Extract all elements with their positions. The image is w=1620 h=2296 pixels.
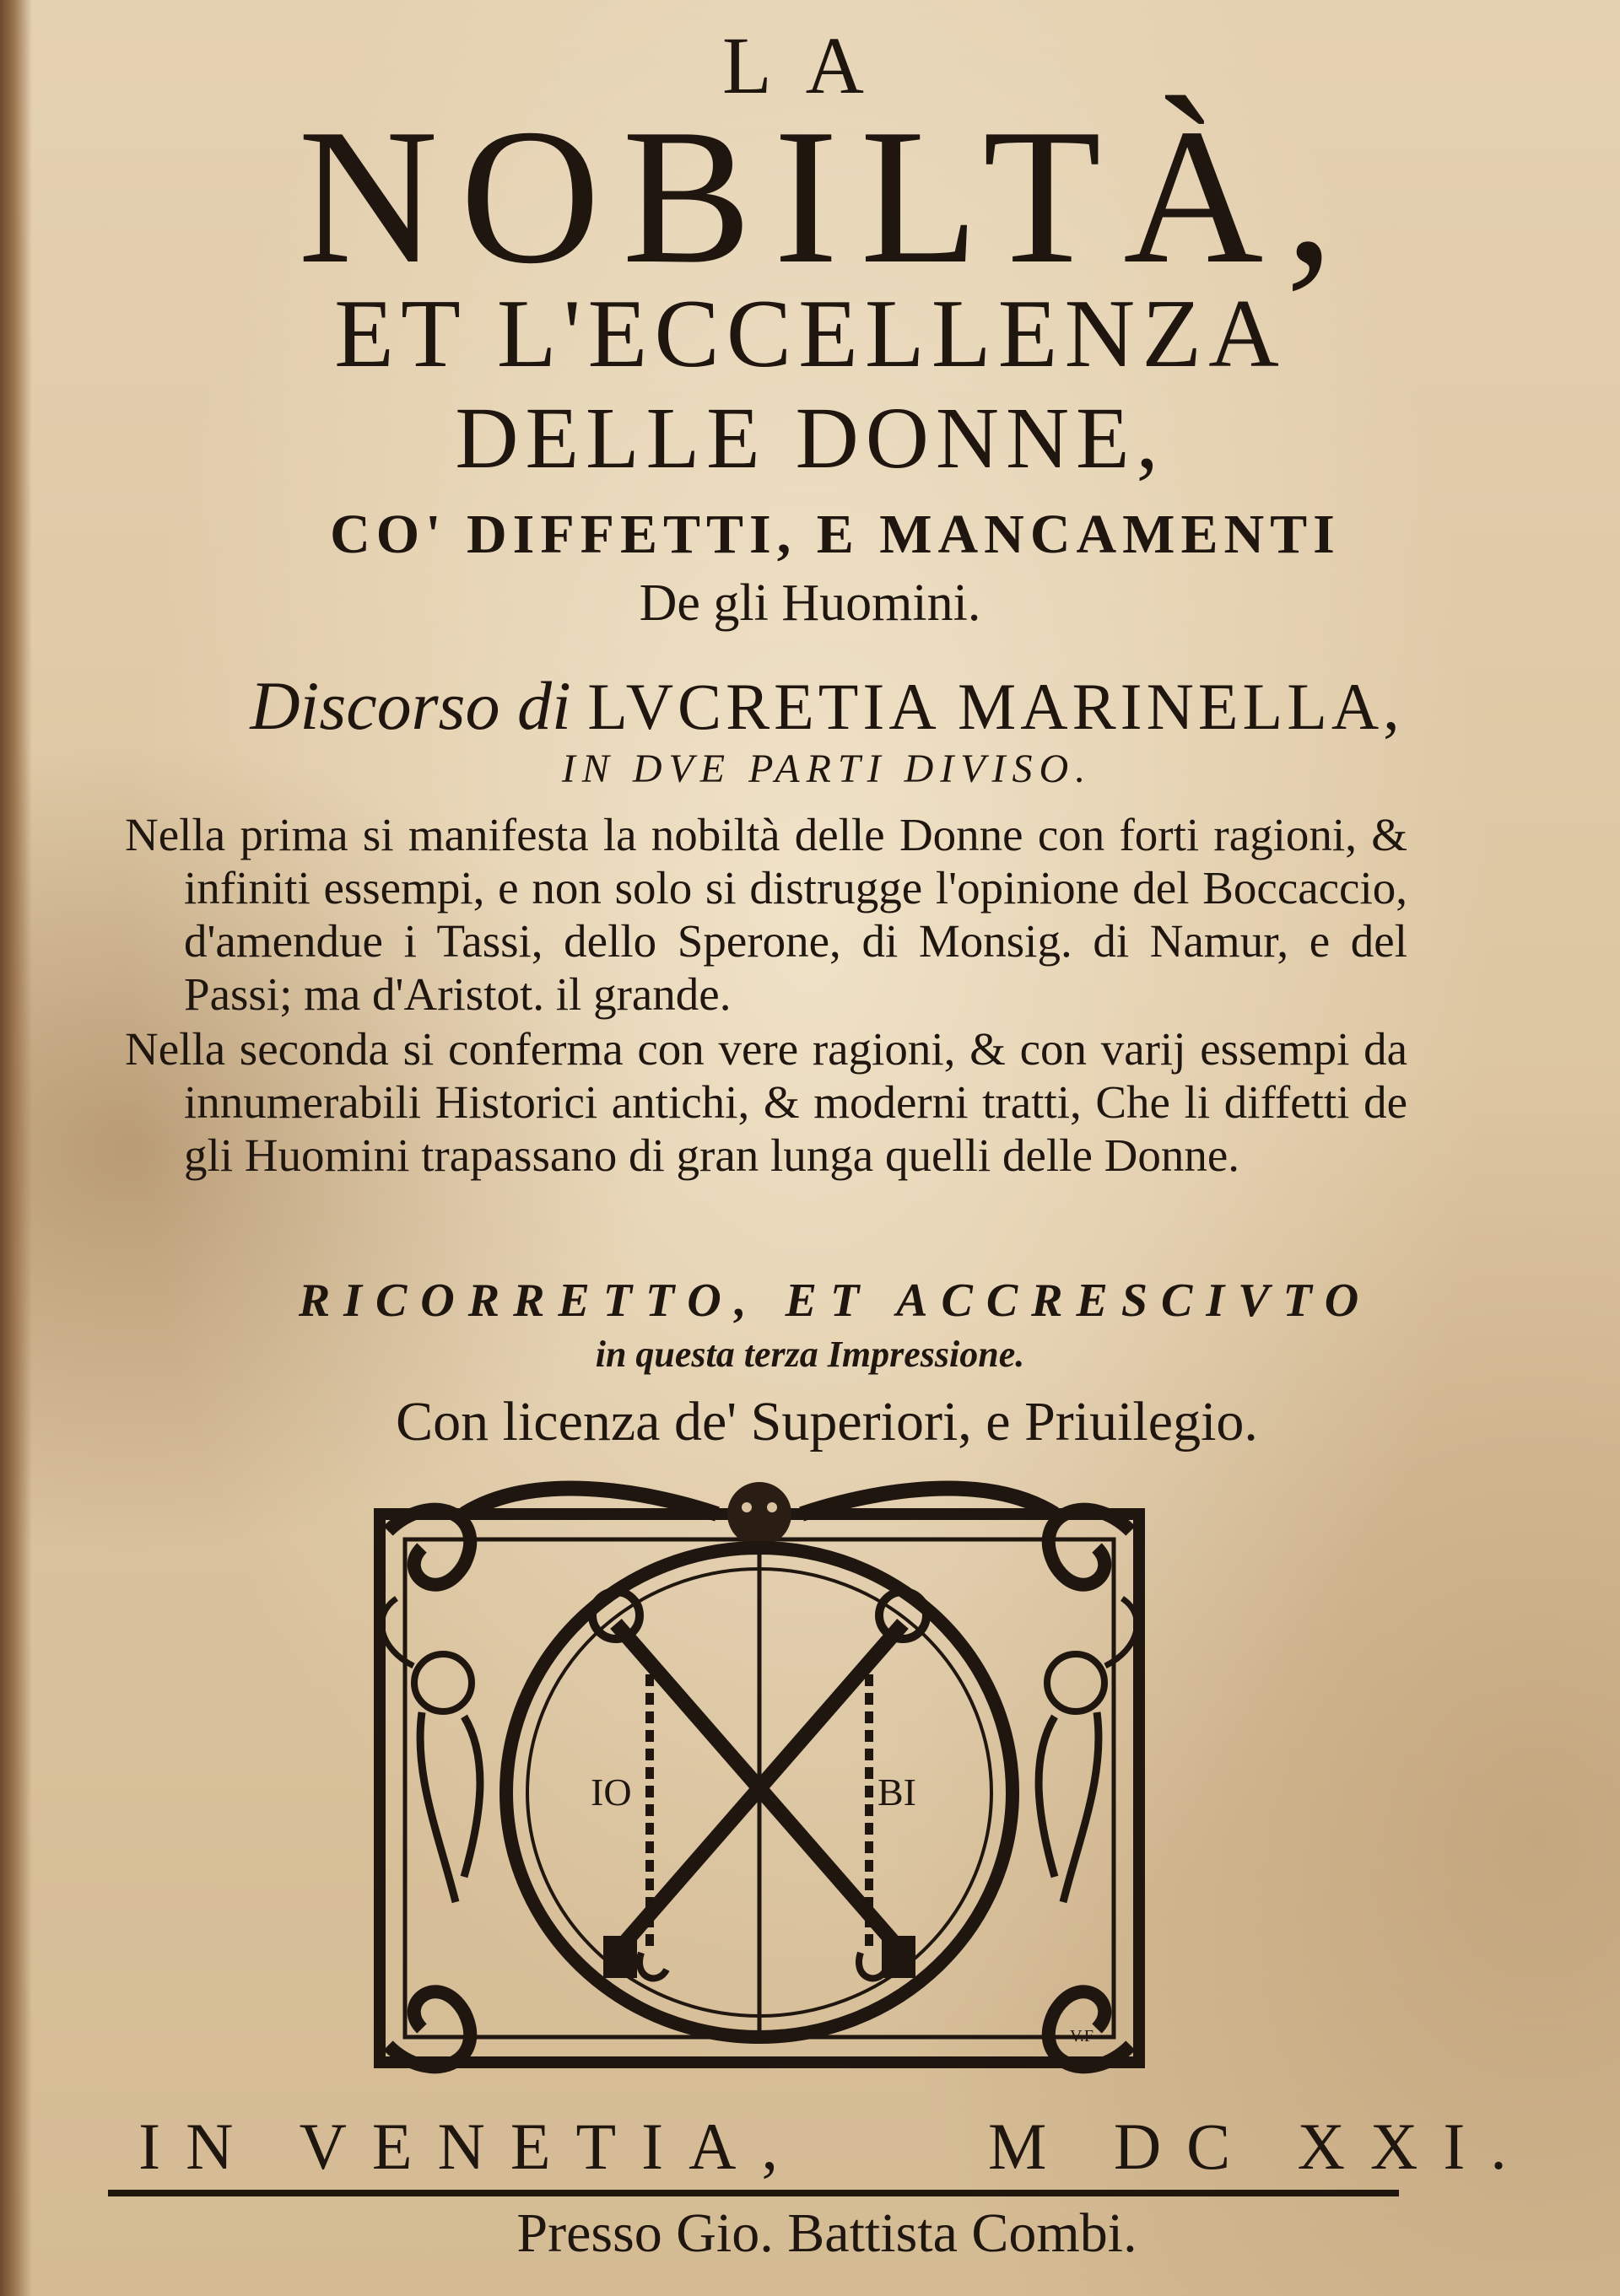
imprint-place: IN VENETIA,	[138, 2110, 803, 2183]
title-line-eccellenza: ET L'ECCELLENZA	[334, 280, 1286, 388]
title-line-diffetti: CO' DIFFETTI, E MANCAMENTI	[330, 504, 1341, 565]
title-line-nobilta: NOBILTÀ,	[298, 89, 1356, 304]
imprint-line	[25, 2109, 1620, 2185]
left-putto-figure	[382, 1598, 480, 1902]
device-corner-mark: V.F	[1070, 2027, 1094, 2045]
title-line-de-gli-huomini: De gli Huomini.	[639, 574, 981, 632]
printer-line: Presso Gio. Battista Combi.	[516, 2202, 1137, 2264]
hanging-chains	[640, 1674, 886, 1978]
in-due-parti-line: IN DVE PARTI DIVISO.	[561, 746, 1093, 791]
device-initials-right: BI	[878, 1771, 916, 1814]
right-putto-figure	[1039, 1598, 1137, 1902]
ricorretto-line: RICORRETTO, ET ACCRESCIVTO	[298, 1275, 1373, 1327]
author-name: LVCRETIA MARINELLA,	[587, 670, 1404, 743]
title-line-la: LA	[722, 20, 898, 110]
description-paragraph-1: Nella prima si manifesta la nobiltà delle Donne con forti ragioni, & infiniti essempi, e non solo si distrugge l'opinione del Boccaccio, d'amendue i Tassi, dello Sperone, di Monsig. di Namur, e del Passi; ma d'Aristot. il grande.	[125, 809, 1407, 1020]
device-initials-left: IO	[591, 1771, 632, 1814]
imprint-year: M DC XXI.	[987, 2110, 1532, 2183]
discorso-label: Discorso di	[250, 667, 571, 744]
imprint-rule	[108, 2190, 1399, 2196]
title-line-delle-donne: DELLE DONNE,	[455, 390, 1165, 487]
licenza-line: Con licenza de' Superiori, e Priuilegio.	[396, 1391, 1258, 1453]
description-paragraph-2: Nella seconda si conferma con vere ragioni, & con varij essempi da innumerabili Historici antichi, & moderni tratti, Che li diffetti de gli Huomini trapassano di gran lunga quelli delle Donne.	[125, 1023, 1407, 1181]
mask-ornament	[727, 1482, 791, 1546]
printers-device-woodcut	[363, 1480, 1156, 2088]
impressione-line: in questa terza Impressione.	[595, 1334, 1025, 1375]
author-line	[17, 666, 1620, 746]
